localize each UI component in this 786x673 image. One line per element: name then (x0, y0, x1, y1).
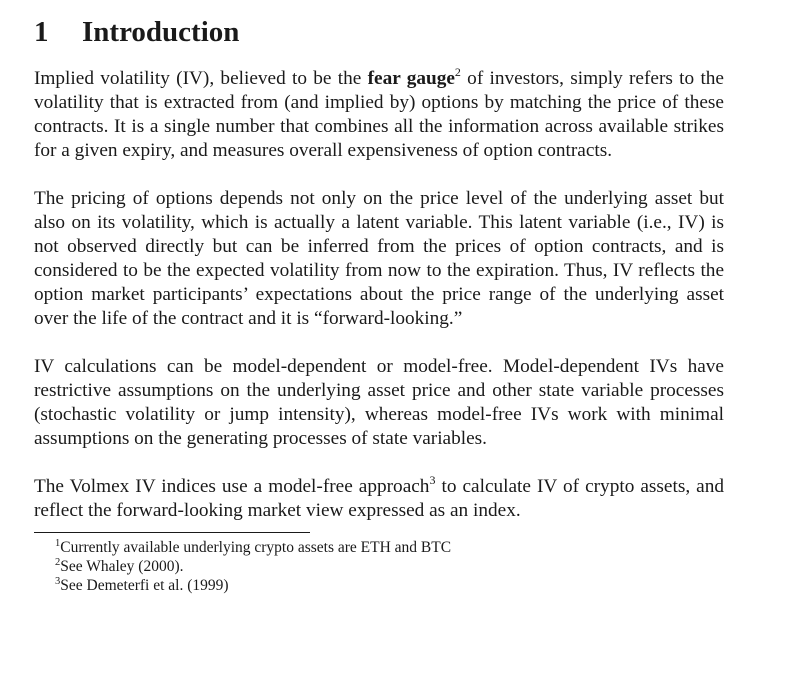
section-heading (34, 14, 724, 52)
paragraph-implied-volatility (34, 64, 724, 163)
footnote-text: See Whaley (2000). (60, 558, 184, 575)
paragraph-text: to calculate IV of crypto assets, and reflect the forward-looking market view expressed as an index. (34, 476, 724, 521)
footnote-ref-3[interactable]: 3 (429, 472, 436, 487)
footnote-ref-2[interactable]: 2 (454, 64, 461, 79)
section-title: Introduction (82, 16, 240, 48)
footnote-mark: 1 (55, 538, 61, 549)
paragraph-text: The Volmex IV indices use a model-free approach (34, 476, 430, 497)
paragraph-option-pricing: The pricing of options depends not only on the price level of the underlying asset but also on its volatility, which is actually a latent variable. This latent variable (i.e., IV) is not observed directly but can be inferred from the prices of option contracts, and is considered to be the expected volatility from now to the expiration. Thus, IV reflects the option market participants’ expectations about the price range of the underlying asset over the life of the contract and it is “forward-looking.” (34, 188, 724, 329)
fear-gauge-term: fear gauge (367, 68, 455, 89)
paragraph-volmex-indices (34, 472, 724, 523)
footnote-text: See Demeterfi et al. (1999) (60, 577, 229, 594)
footnote-3 (55, 576, 724, 595)
section-number: 1 (34, 16, 49, 48)
footnote-1 (55, 538, 724, 557)
paragraph-text: Implied volatility (IV), believed to be the (34, 68, 368, 89)
footnote-mark: 2 (55, 557, 61, 568)
paragraph-iv-calculations: IV calculations can be model-dependent or model-free. Model-dependent IVs have restrictive assumptions on the underlying asset price and other state variable processes (stochastic volatility or jump intensity), whereas model-free IVs work with minimal assumptions on the generating processes of state variables. (34, 356, 724, 449)
paragraph-text: of investors, simply refers to the volatility that is extracted from (and implied by) options by matching the price of these contracts. It is a single number that combines all the information across available strikes for a given expiry, and measures overall expensiveness of option contracts. (34, 68, 724, 161)
footnotes (34, 538, 724, 595)
footnote-2 (55, 557, 724, 576)
paper-page (34, 14, 724, 595)
footnote-divider (34, 532, 310, 533)
footnote-mark: 3 (55, 576, 61, 587)
footnote-text: Currently available underlying crypto assets are ETH and BTC (60, 539, 452, 556)
